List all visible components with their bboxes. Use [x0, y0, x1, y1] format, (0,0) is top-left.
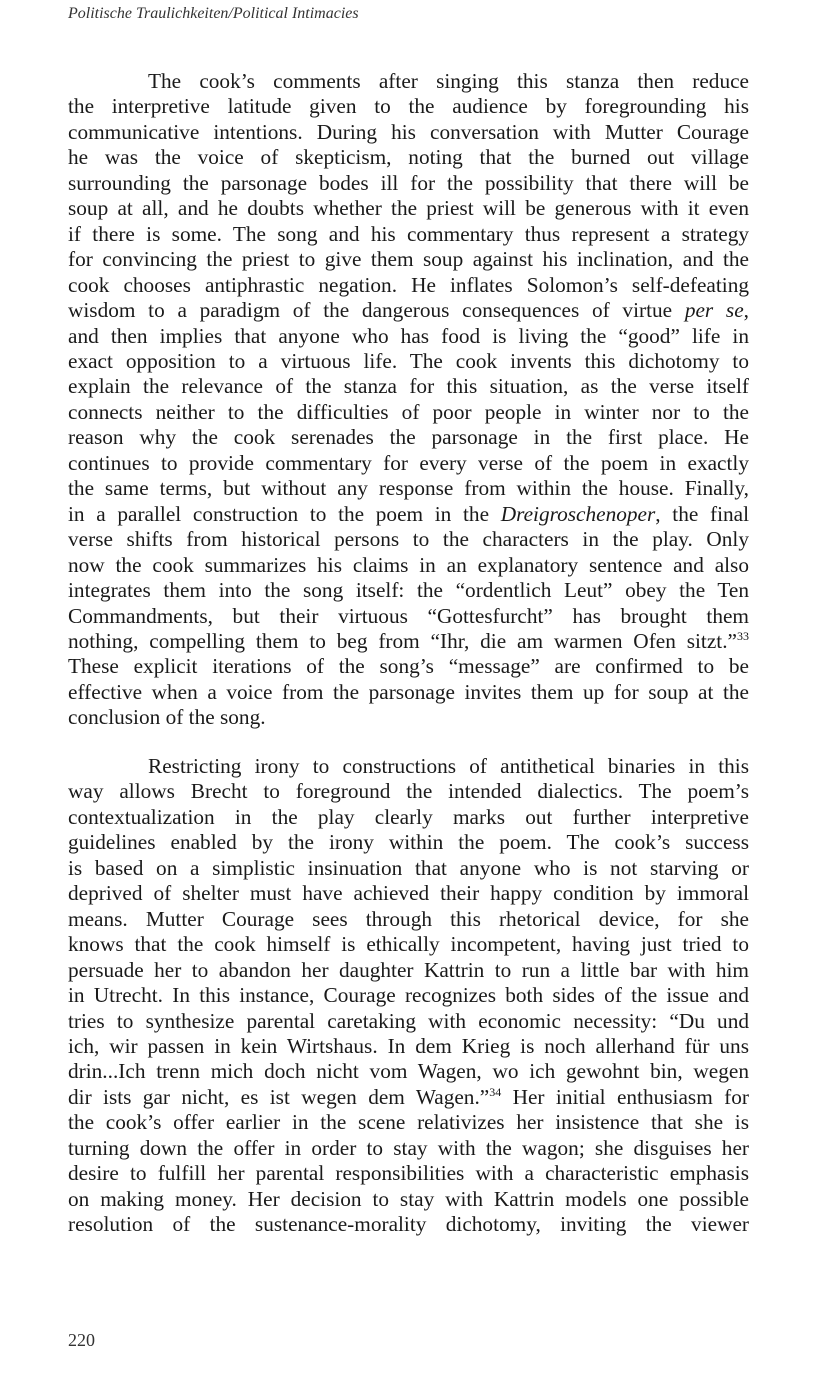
text-line: the cook’s offer earlier in the scene relativizes her insistence that she is — [68, 1110, 749, 1135]
text-line: desire to fulfill her parental responsibilities with a characteristic emphasis — [68, 1161, 749, 1186]
text-line: is based on a simplistic insinuation that anyone who is not starving or — [68, 855, 749, 880]
text-line: Restricting irony to constructions of antithetical binaries in this — [148, 754, 749, 778]
text-line: means. Mutter Courage sees through this rhetorical device, for she — [68, 906, 749, 931]
text-line: on making money. Her decision to stay with Kattrin models one possible — [68, 1186, 749, 1211]
text-line: connects neither to the difficulties of poor people in winter nor to the — [68, 399, 749, 424]
text-line: deprived of shelter must have achieved their happy condition by immoral — [68, 881, 749, 906]
text-line — [68, 502, 749, 527]
text-line: exact opposition to a virtuous life. The cook invents this dichotomy to — [68, 348, 749, 373]
text-line: soup at all, and he doubts whether the priest will be generous with it even — [68, 196, 749, 221]
text-line: tries to synthesize parental caretaking with economic necessity: “Du und — [68, 1008, 749, 1033]
footnote-marker: 34 — [489, 1084, 502, 1099]
text-segment: Her initial enthusiasm for — [501, 1084, 749, 1109]
italic-phrase: per se — [684, 298, 744, 323]
running-header: Politische Traulichkeiten/Political Intimacies — [68, 5, 359, 22]
text-line: conclusion of the song. — [68, 705, 266, 730]
text-line: for convincing the priest to give them soup against his inclination, and the — [68, 247, 749, 272]
text-line: continues to provide commentary for every verse of the poem in exactly — [68, 450, 749, 475]
text-line: integrates them into the song itself: the “ordentlich Leut” obey the Ten — [68, 578, 749, 603]
text-segment: nothing, compelling them to beg from “Ihr, die am warmen Ofen sitzt.” — [68, 628, 737, 653]
text-line: turning down the offer in order to stay with the wagon; she disguises her — [68, 1135, 749, 1160]
paragraph-2 — [68, 754, 749, 1238]
text-line: way allows Brecht to foreground the intended dialectics. The poem’s — [68, 779, 749, 804]
text-line: contextualization in the play clearly marks out further interpretive — [68, 804, 749, 829]
text-segment: in a parallel construction to the poem in the — [68, 501, 501, 526]
text-line: effective when a voice from the parsonage invites them up for soup at the — [68, 679, 749, 704]
text-line: the interpretive latitude given to the audience by foregrounding his — [68, 94, 749, 119]
text-line: explain the relevance of the stanza for this situation, as the verse itself — [68, 374, 749, 399]
text-line: cook chooses antiphrastic negation. He inflates Solomon’s self-defeating — [68, 272, 749, 297]
text-line — [68, 298, 749, 323]
text-line: drin...Ich trenn mich doch nicht vom Wagen, wo ich gewohnt bin, wegen — [68, 1059, 749, 1084]
text-line: The cook’s comments after singing this stanza then reduce — [148, 69, 749, 93]
text-line: in Utrecht. In this instance, Courage recognizes both sides of the issue and — [68, 983, 749, 1008]
text-segment: wisdom to a paradigm of the dangerous consequences of virtue — [68, 298, 685, 323]
text-line: now the cook summarizes his claims in an explanatory sentence and also — [68, 552, 749, 577]
text-line: ich, wir passen in kein Wirtshaus. In dem Krieg is noch allerhand für uns — [68, 1033, 749, 1058]
text-line — [68, 1085, 749, 1110]
text-line: and then implies that anyone who has food is living the “good” life in — [68, 323, 749, 348]
page-number: 220 — [68, 1330, 95, 1350]
text-line: knows that the cook himself is ethically incompetent, having just tried to — [68, 932, 749, 957]
text-line: if there is some. The song and his commentary thus represent a strategy — [68, 221, 749, 246]
text-line: resolution of the sustenance-morality dichotomy, inviting the viewer — [68, 1212, 749, 1237]
text-line: the same terms, but without any response from within the house. Finally, — [68, 476, 749, 501]
text-line — [68, 629, 749, 654]
text-line: persuade her to abandon her daughter Kattrin to run a little bar with him — [68, 957, 749, 982]
text-line: verse shifts from historical persons to the characters in the play. Only — [68, 527, 749, 552]
italic-title: Dreigroschenoper — [500, 501, 656, 526]
text-line: communicative intentions. During his conversation with Mutter Courage — [68, 119, 749, 144]
text-segment: dir ists gar nicht, es ist wegen dem Wagen.” — [68, 1084, 490, 1109]
text-line: Commandments, but their virtuous “Gottesfurcht” has brought them — [68, 603, 749, 628]
text-line: reason why the cook serenades the parsonage in the first place. He — [68, 425, 749, 450]
text-segment: , the final — [655, 501, 749, 526]
text-line: guidelines enabled by the irony within the poem. The cook’s success — [68, 830, 749, 855]
text-line: surrounding the parsonage bodes ill for the possibility that there will be — [68, 170, 749, 195]
text-line: he was the voice of skepticism, noting that the burned out village — [68, 145, 749, 170]
paragraph-1 — [68, 69, 749, 731]
text-segment: , — [743, 298, 749, 323]
footnote-marker: 33 — [737, 628, 749, 643]
text-line: These explicit iterations of the song’s “message” are confirmed to be — [68, 654, 749, 679]
